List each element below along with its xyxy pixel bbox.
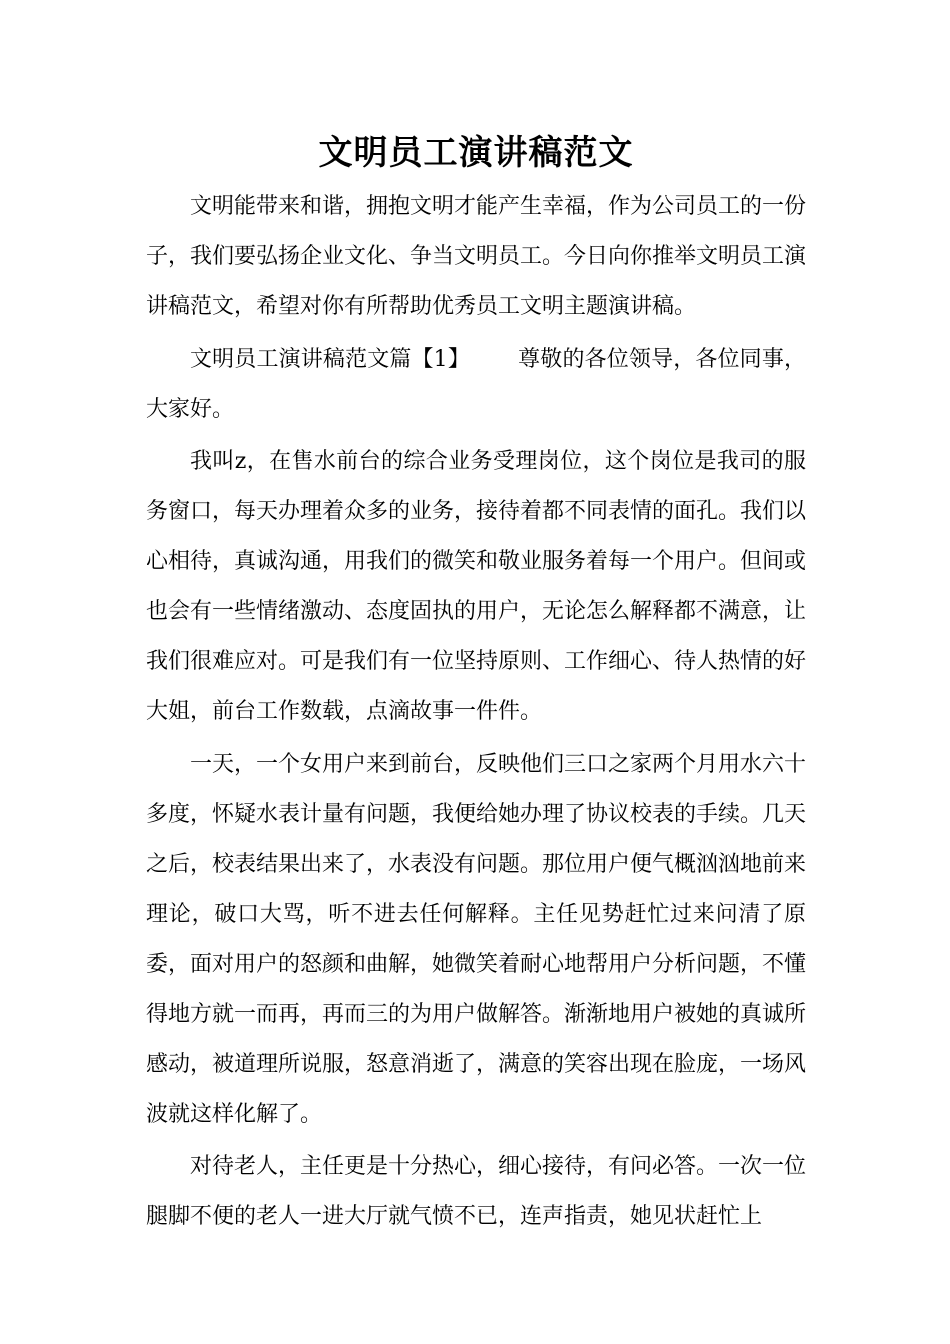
section-heading: 文明员工演讲稿范文篇【1】	[190, 346, 470, 372]
body-paragraph-1: 我叫z，在售水前台的综合业务受理岗位，这个岗位是我司的服务窗口，每天办理着众多的业务，接待着都不同表情的面孔。我们以心相待，真诚沟通，用我们的微笑和敬业服务着每一个用户。但间或也会有一些情绪激动、态度固执的用户，无论怎么解释都不满意，让我们很难应对。可是我们有一位坚持原则、工作细心、待人热情的好大姐，前台工作数载，点滴故事一件件。	[146, 449, 807, 724]
intro-paragraph: 文明能带来和谐，拥抱文明才能产生幸福，作为公司员工的一份子，我们要弘扬企业文化、争当文明员工。今日向你推举文明员工演讲稿范文，希望对你有所帮助优秀员工文明主题演讲稿。	[146, 194, 807, 319]
greeting-text: 尊敬的各位领导，各位同事，大家好。	[146, 346, 806, 422]
section-heading-paragraph	[146, 335, 806, 435]
body-paragraph-2: 一天，一个女用户来到前台，反映他们三口之家两个月用水六十多度，怀疑水表计量有问题，我便给她办理了协议校表的手续。几天之后，校表结果出来了，水表没有问题。那位用户便气概汹汹地前来理论，破口大骂，听不进去任何解释。主任见势赶忙过来问清了原委，面对用户的怒颜和曲解，她微笑着耐心地帮用户分析问题，不懂得地方就一而再，再而三的为用户做解答。渐渐地用户被她的真诚所感动，被道理所说服，怒意消逝了，满意的笑容出现在脸庞，一场风波就这样化解了。	[146, 751, 807, 1127]
body-paragraph-3: 对待老人，主任更是十分热心，细心接待，有问必答。一次一位腿脚不便的老人一进大厅就气愤不已，连声指责，她见状赶忙上	[146, 1154, 807, 1229]
document-body	[146, 128, 806, 1245]
document-title: 文明员工演讲稿范文	[318, 133, 634, 173]
